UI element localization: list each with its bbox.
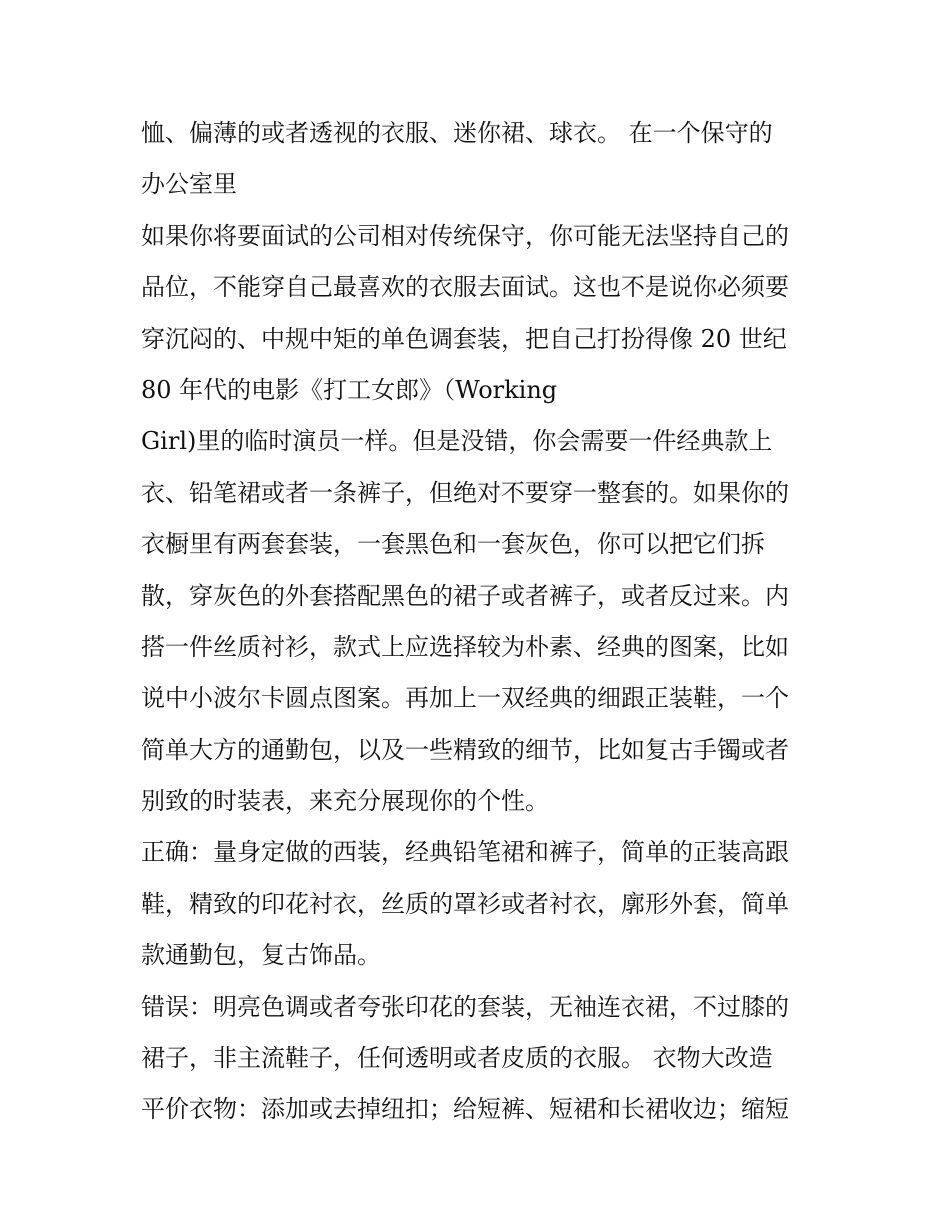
text-line: 错误：明亮色调或者夸张印花的套装，无袖连衣裙，不过膝的: [141, 992, 789, 1021]
text-line: 别致的时装表，来充分展现你的个性。: [141, 787, 549, 816]
text-line: Girl)里的临时演员一样。但是没错，你会需要一件经典款上: [141, 427, 773, 456]
text-line: 衣、铅笔裙或者一条裤子，但绝对不要穿一整套的。如果你的: [141, 478, 789, 507]
text-line: 恤、偏薄的或者透视的衣服、迷你裙、球衣。 在一个保守的: [141, 119, 773, 147]
text-line: 如果你将要面试的公司相对传统保守，你可能无法坚持自己的: [141, 221, 789, 250]
text-line: 搭一件丝质衬衫，款式上应选择较为朴素、经典的图案，比如: [141, 632, 789, 661]
text-line: 穿沉闷的、中规中矩的单色调套装，把自己打扮得像 20 世纪: [141, 324, 787, 353]
text-line: 鞋，精致的印花衬衣，丝质的罩衫或者衬衣，廓形外套，简单: [141, 889, 789, 918]
text-line: 平价衣物：添加或去掉纽扣；给短裤、短裙和长裙收边；缩短: [141, 1095, 789, 1124]
text-line: 80 年代的电影《打工女郎》（Working: [141, 375, 558, 404]
text-line: 散，穿灰色的外套搭配黑色的裙子或者裤子，或者反过来。内: [141, 581, 789, 610]
text-line: 办公室里: [141, 170, 237, 199]
text-line: 说中小波尔卡圆点图案。再加上一双经典的细跟正装鞋，一个: [141, 684, 789, 713]
text-line: 简单大方的通勤包，以及一些精致的细节，比如复古手镯或者: [141, 735, 789, 764]
body-text: [141, 108, 821, 1136]
text-line: 正确：量身定做的西装，经典铅笔裙和裤子，简单的正装高跟: [141, 838, 789, 867]
text-line: 衣橱里有两套套装，一套黑色和一套灰色，你可以把它们拆: [141, 530, 765, 559]
text-line: 款通勤包，复古饰品。: [141, 941, 381, 970]
text-line: 品位，不能穿自己最喜欢的衣服去面试。这也不是说你必须要: [141, 273, 789, 302]
text-line: 裙子，非主流鞋子，任何透明或者皮质的衣服。 衣物大改造: [141, 1044, 773, 1073]
